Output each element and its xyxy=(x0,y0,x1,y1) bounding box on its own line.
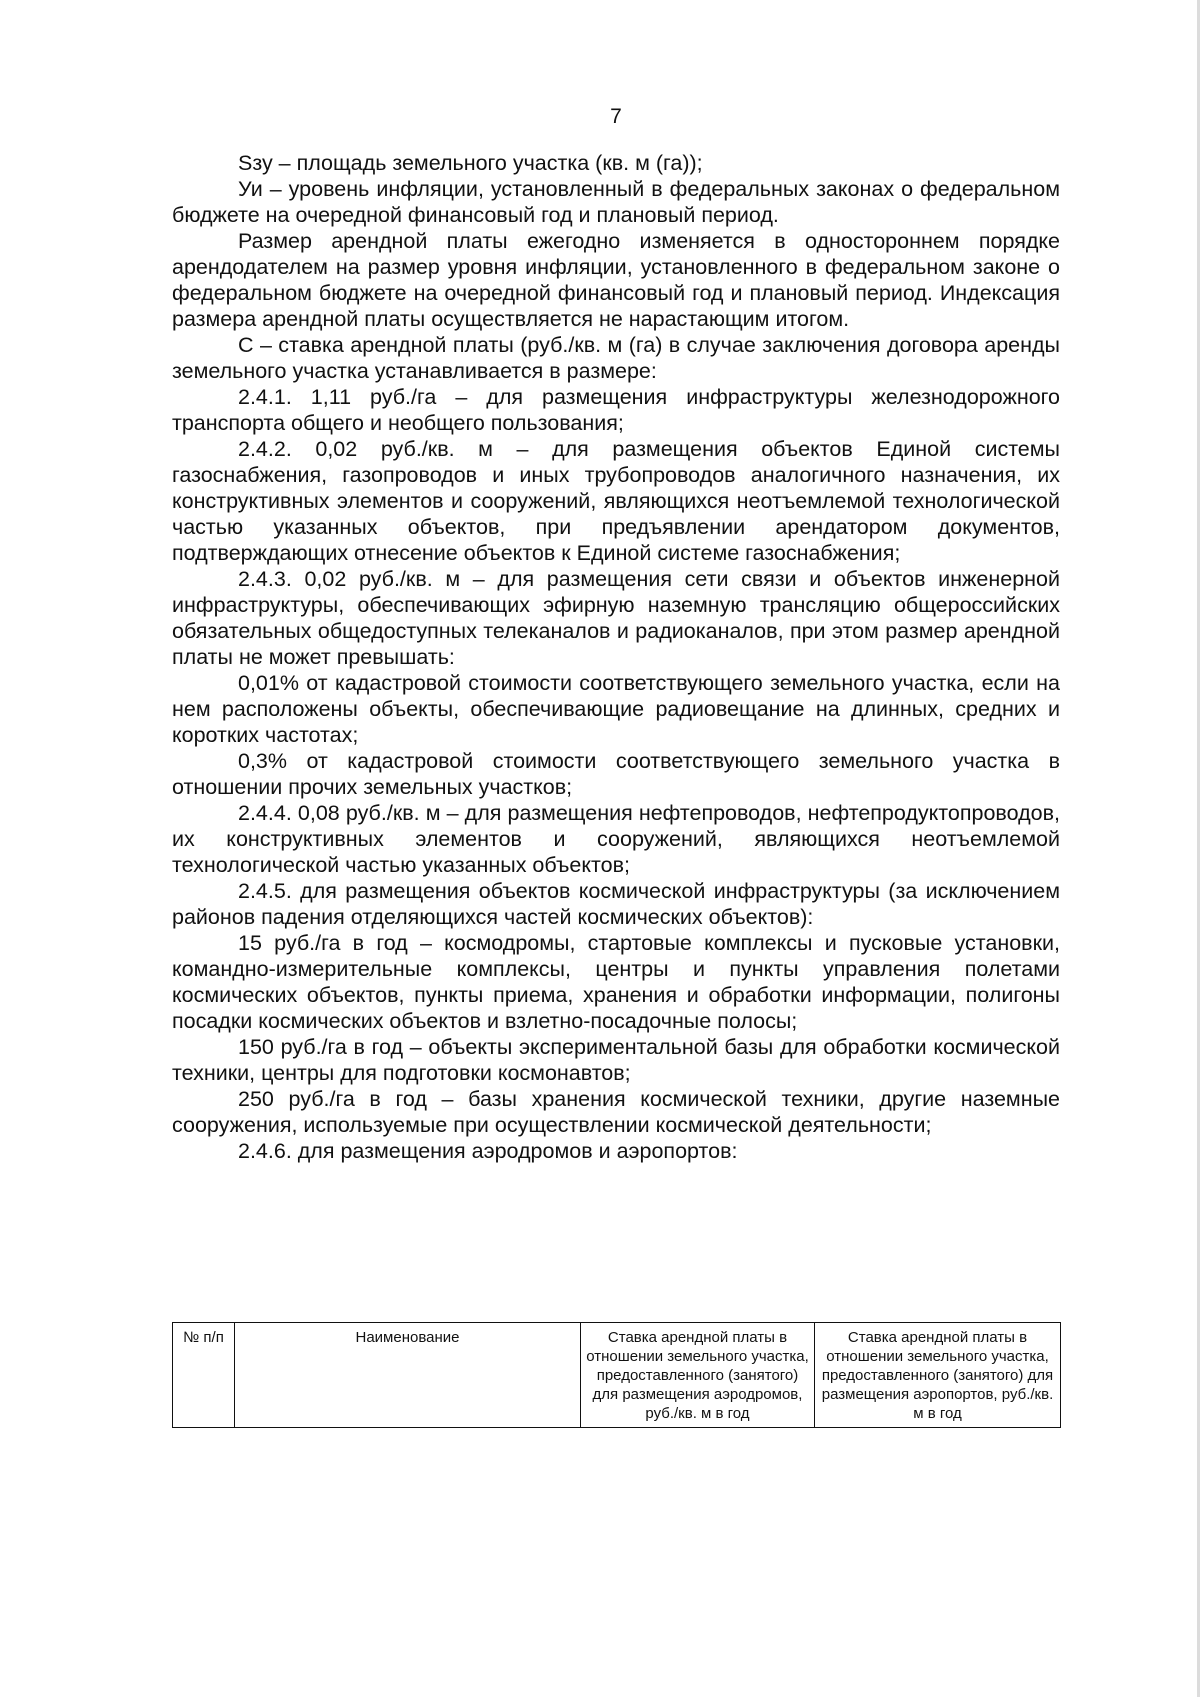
body-text xyxy=(172,150,1060,1164)
page-number: 7 xyxy=(610,105,622,128)
header-name: Наименование xyxy=(235,1323,581,1428)
paragraph-indexation: Размер арендной платы ежегодно изменяется в одностороннем порядке арендодателем на размер уровня инфляции, установленного в федеральном законе о федеральном бюджете на очередной финансовый год и плановый период. Индексация размера арендной платы осуществляется не нарастающим итогом. xyxy=(172,229,1060,331)
paragraph-2-4-6: 2.4.6. для размещения аэродромов и аэропортов: xyxy=(238,1139,738,1163)
paragraph-other-rate: 0,3% от кадастровой стоимости соответствующего земельного участка в отношении прочих земельных участков; xyxy=(172,749,1060,799)
paragraph-rate-definition: С – ставка арендной платы (руб./кв. м (га) в случае заключения договора аренды земельного участка устанавливается в размере: xyxy=(172,333,1060,383)
header-aerodrome-rate: Ставка арендной платы в отношении земельного участка, предоставленного (занятого) для размещения аэродромов, руб./кв. м в год xyxy=(581,1323,815,1428)
header-airport-rate: Ставка арендной платы в отношении земельного участка, предоставленного (занятого) для размещения аэропортов, руб./кв. м в год xyxy=(815,1323,1061,1428)
paragraph-2-4-3: 2.4.3. 0,02 руб./кв. м – для размещения сети связи и объектов инженерной инфраструктуры, обеспечивающих эфирную наземную трансляцию общероссийских обязательных общедоступных телеканалов и радиоканалов, при этом размер арендной платы не может превышать: xyxy=(172,567,1060,669)
paragraph-2-4-1: 2.4.1. 1,11 руб./га – для размещения инфраструктуры железнодорожного транспорта общего и необщего пользования; xyxy=(172,385,1060,435)
table-header-row xyxy=(173,1323,1061,1428)
paragraph-space-150: 150 руб./га в год – объекты экспериментальной базы для обработки космической техники, центры для подготовки космонавтов; xyxy=(172,1035,1060,1085)
paragraph-2-4-5: 2.4.5. для размещения объектов космической инфраструктуры (за исключением районов падения отделяющихся частей космических объектов): xyxy=(172,879,1060,929)
rates-table-container xyxy=(172,1322,1060,1428)
rates-table xyxy=(172,1322,1061,1428)
paragraph-space-15: 15 руб./га в год – космодромы, стартовые комплексы и пусковые установки, командно-измерительные комплексы, центры и пункты управления полетами космических объектов, пункты приема, хранения и обработки информации, полигоны посадки космических объектов и взлетно-посадочные полосы; xyxy=(172,931,1060,1033)
paragraph-space-250: 250 руб./га в год – базы хранения космической техники, другие наземные сооружения, используемые при осуществлении космической деятельности; xyxy=(172,1087,1060,1137)
paragraph-radio-rate: 0,01% от кадастровой стоимости соответствующего земельного участка, если на нем расположены объекты, обеспечивающие радиовещание на длинных, средних и коротких частотах; xyxy=(172,671,1060,747)
paragraph-2-4-4: 2.4.4. 0,08 руб./кв. м – для размещения нефтепроводов, нефтепродуктопроводов, их конструктивных элементов и сооружений, являющихся неотъемлемой технологической частью указанных объектов; xyxy=(172,801,1060,877)
header-number: № п/п xyxy=(173,1323,235,1428)
paragraph-2-4-2: 2.4.2. 0,02 руб./кв. м – для размещения объектов Единой системы газоснабжения, газопроводов и иных трубопроводов аналогичного назначения, их конструктивных элементов и сооружений, являющихся неотъемлемой технологической частью указанных объектов, при предъявлении арендатором документов, подтверждающих отнесение объектов к Единой системе газоснабжения; xyxy=(172,437,1060,565)
paragraph-szu-definition: Sзу – площадь земельного участка (кв. м (га)); xyxy=(238,151,703,175)
paragraph-ui-definition: Уи – уровень инфляции, установленный в федеральных законах о федеральном бюджете на очередной финансовый год и плановый период. xyxy=(172,177,1060,227)
